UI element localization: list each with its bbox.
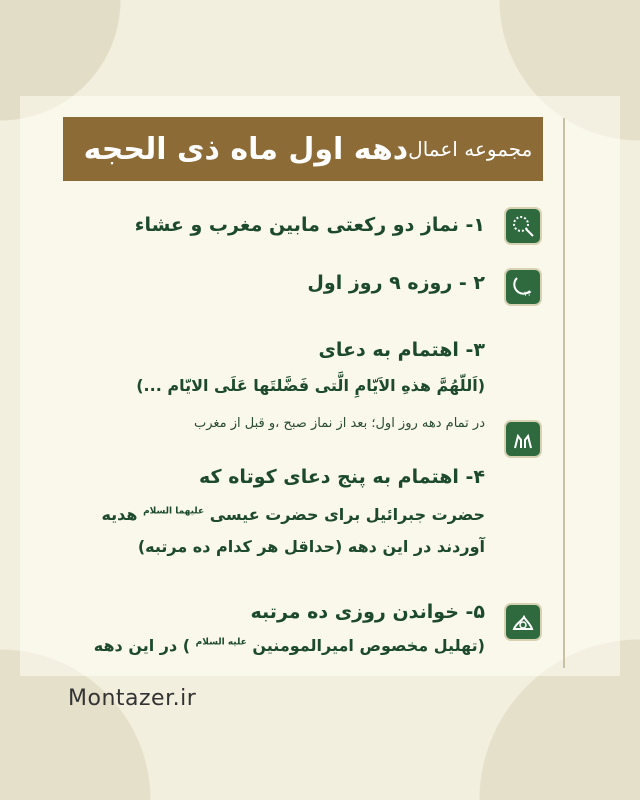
item-5-heading: ۵- خواندن روزی ده مرتبه	[250, 601, 485, 623]
item-3-heading: ۳- اهتمام به دعای	[318, 339, 485, 361]
item-4-heading: ۴- اهتمام به پنج دعای کوتاه که	[199, 466, 485, 488]
crescent-moon-calendar-icon	[504, 268, 542, 306]
title-banner	[63, 117, 543, 181]
item-4-line-2: آوردند در این دهه (حداقل هر کدام ده مرتبه)	[137, 537, 485, 556]
title-main: دهه اول ماه ذی الحجه	[83, 131, 409, 167]
praying-hands-icon	[504, 420, 542, 458]
item-5-line-1	[94, 636, 485, 655]
item-3-dua: (اَللّهُمَّ هذهِ الاَیّامِ الَّتی فَضَّلتَها عَلَی الایّام ...)	[136, 376, 485, 395]
item-3-note: در تمام دهه روز اول؛ بعد از نماز صبح ،و قبل از مغرب	[193, 416, 485, 431]
item-5-line-1-end: ) در این دهه	[93, 636, 191, 655]
item-2-heading: ۲ - روزه ۹ روز اول	[307, 272, 485, 294]
item-4-line-1	[101, 505, 485, 524]
item-1-heading: ۱- نماز دو رکعتی مابین مغرب و عشاء	[134, 214, 485, 236]
prayer-beads-icon	[504, 207, 542, 245]
vertical-divider	[563, 118, 565, 668]
item-5-honorific: علیه السلام	[195, 637, 247, 648]
title-prefix: مجموعه اعمال	[408, 137, 533, 161]
svg-text:۲۲: ۲۲	[524, 290, 532, 298]
item-4-line-1-text: حضرت جبرائیل برای حضرت عیسی	[209, 505, 485, 524]
item-4-honorific: علیهما السلام	[143, 506, 205, 517]
hands-rosary-icon	[504, 603, 542, 641]
item-4-line-1-end: هدیه	[101, 505, 138, 524]
footer-website: Montazer.ir	[68, 686, 197, 711]
item-5-line-1-text: (تهلیل مخصوص امیرالمومنین	[252, 636, 485, 655]
